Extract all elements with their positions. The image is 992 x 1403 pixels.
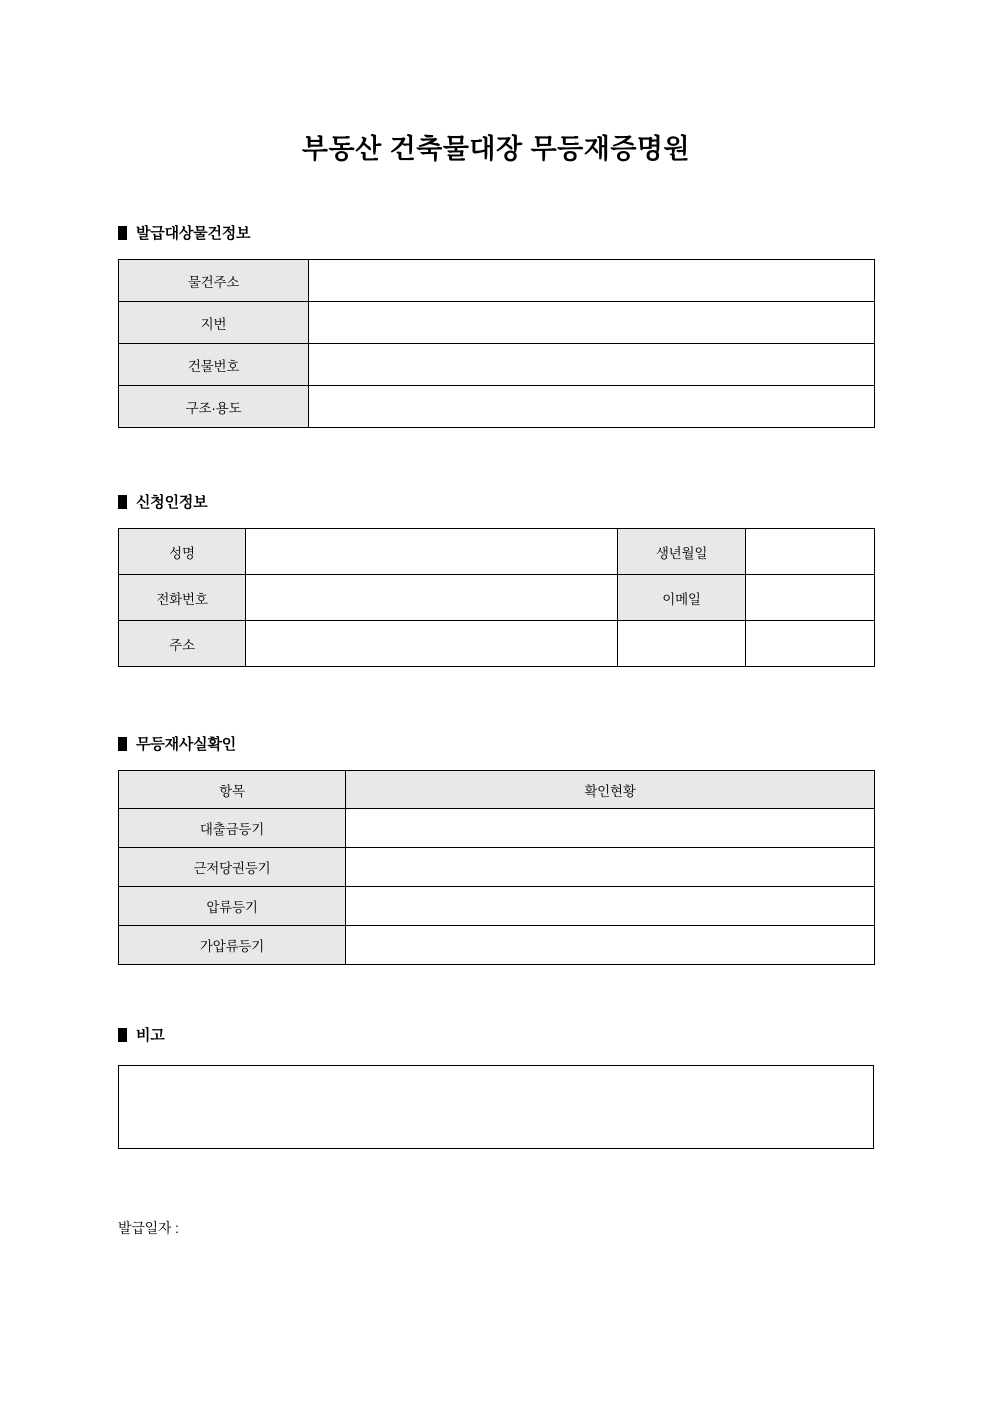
verification-item-3: 가압류등기 <box>119 926 346 965</box>
square-bullet-icon <box>118 1028 127 1042</box>
section-heading-applicant-label: 신청인정보 <box>136 494 208 511</box>
verification-column-header-item: 항목 <box>119 771 346 809</box>
applicant-info-table <box>118 528 875 667</box>
applicant-label-address: 주소 <box>119 621 246 667</box>
table-row <box>119 809 875 848</box>
applicant-address-blank-cell-1[interactable] <box>618 621 746 667</box>
property-row-label-1: 지번 <box>119 302 309 344</box>
section-heading-verification-label: 무등재사실확인 <box>136 736 237 753</box>
table-row <box>119 926 875 965</box>
verification-status-3[interactable] <box>346 926 875 965</box>
table-row <box>119 848 875 887</box>
section-heading-verification <box>118 733 236 754</box>
applicant-field-email[interactable] <box>746 575 875 621</box>
verification-status-2[interactable] <box>346 887 875 926</box>
property-row-label-2: 건물번호 <box>119 344 309 386</box>
section-heading-remarks-label: 비고 <box>136 1027 165 1044</box>
applicant-label-name: 성명 <box>119 529 246 575</box>
square-bullet-icon <box>118 495 127 509</box>
remarks-textarea[interactable] <box>118 1065 874 1149</box>
square-bullet-icon <box>118 226 127 240</box>
applicant-label-birthdate: 생년월일 <box>618 529 746 575</box>
table-row <box>119 575 875 621</box>
table-row <box>119 386 875 428</box>
section-heading-remarks <box>118 1024 165 1045</box>
table-row <box>119 260 875 302</box>
property-row-value-1[interactable] <box>309 302 875 344</box>
table-row <box>119 344 875 386</box>
table-row <box>119 887 875 926</box>
verification-table <box>118 770 875 965</box>
section-heading-applicant <box>118 491 207 512</box>
applicant-label-email: 이메일 <box>618 575 746 621</box>
table-row <box>119 621 875 667</box>
property-row-value-3[interactable] <box>309 386 875 428</box>
applicant-field-address[interactable] <box>246 621 618 667</box>
square-bullet-icon <box>118 737 127 751</box>
page-title: 부동산 건축물대장 무등재증명원 <box>301 134 691 164</box>
property-row-value-2[interactable] <box>309 344 875 386</box>
applicant-field-phone[interactable] <box>246 575 618 621</box>
property-row-label-3: 구조·용도 <box>119 386 309 428</box>
verification-item-2: 압류등기 <box>119 887 346 926</box>
table-header-row <box>119 771 875 809</box>
verification-status-0[interactable] <box>346 809 875 848</box>
applicant-label-phone: 전화번호 <box>119 575 246 621</box>
verification-status-1[interactable] <box>346 848 875 887</box>
table-row <box>119 529 875 575</box>
section-heading-property <box>118 222 250 243</box>
verification-item-0: 대출금등기 <box>119 809 346 848</box>
section-heading-property-label: 발급대상물건정보 <box>136 225 251 242</box>
applicant-field-name[interactable] <box>246 529 618 575</box>
verification-column-header-status: 확인현황 <box>346 771 875 809</box>
property-info-table <box>118 259 875 428</box>
table-row <box>119 302 875 344</box>
applicant-field-birthdate[interactable] <box>746 529 875 575</box>
applicant-address-blank-cell-2[interactable] <box>746 621 875 667</box>
property-row-value-0[interactable] <box>309 260 875 302</box>
verification-item-1: 근저당권등기 <box>119 848 346 887</box>
issue-date-label: 발급일자 : <box>118 1220 179 1236</box>
property-row-label-0: 물건주소 <box>119 260 309 302</box>
